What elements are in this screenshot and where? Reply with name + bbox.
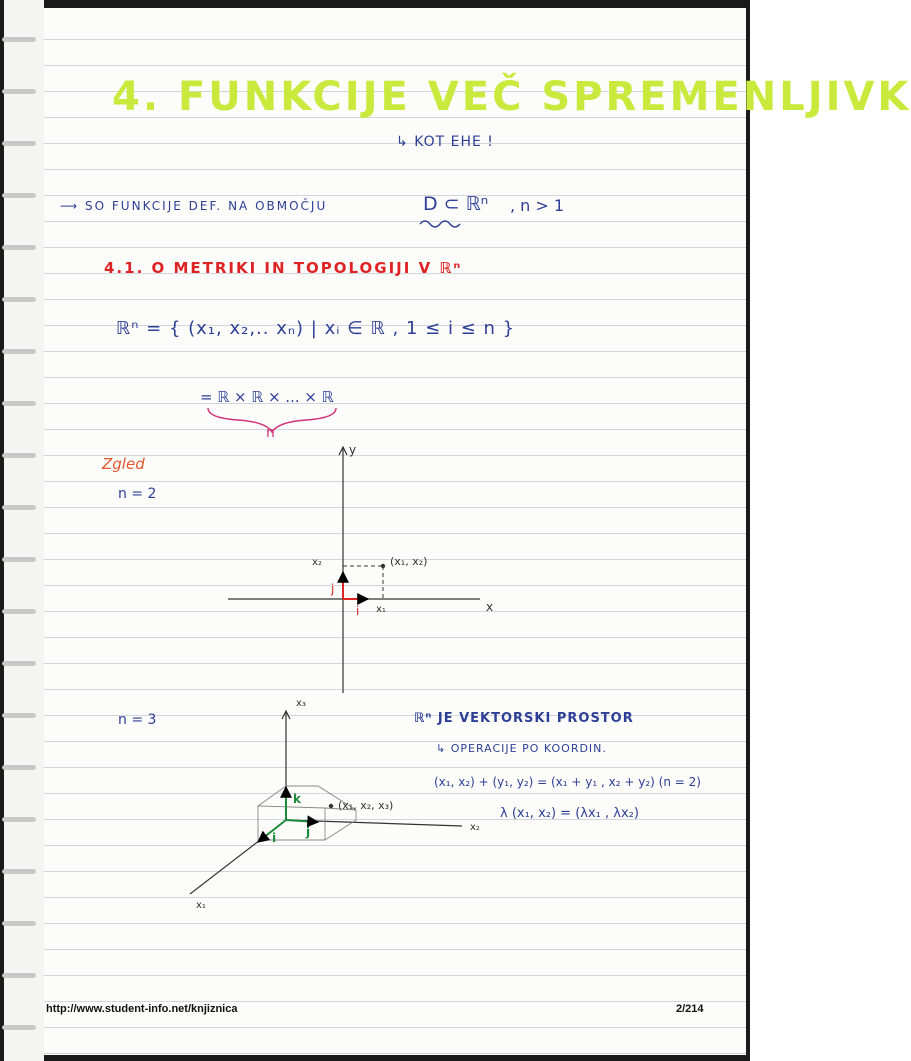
plane-point-label: (x₁, x₂) bbox=[390, 555, 428, 568]
example-label: Zgled bbox=[102, 455, 145, 473]
space-vec-i-label: i bbox=[272, 831, 277, 845]
space-x2-label: x₂ bbox=[470, 822, 480, 833]
plane-point bbox=[381, 564, 385, 568]
footer-url[interactable]: http://www.student-info.net/knjiznica bbox=[46, 1003, 238, 1015]
intro-line: ⟶ SO FUNKCIJE DEF. NA OBMOČJU bbox=[60, 199, 328, 213]
example-n3: n = 3 bbox=[118, 712, 157, 728]
section-heading: 4.1. O METRIKI IN TOPOLOGIJI V ℝⁿ bbox=[104, 259, 463, 277]
scalar-rule: λ (x₁, x₂) = (λx₁ , λx₂) bbox=[500, 806, 639, 821]
space-x3-label: x₃ bbox=[296, 698, 306, 709]
example-n2: n = 2 bbox=[118, 486, 157, 502]
space-diagram bbox=[190, 711, 462, 894]
page-title: 4. FUNKCIJE VEČ SPREMENLJIVK bbox=[112, 74, 911, 120]
space-vec-j-label: j bbox=[306, 825, 311, 839]
intro-text: SO FUNKCIJE DEF. NA OBMOČJU bbox=[85, 199, 328, 213]
title-note-text: KOT EHE ! bbox=[414, 134, 494, 150]
intro-condition: , n > 1 bbox=[510, 196, 565, 215]
plane-x-label: x bbox=[486, 600, 494, 614]
domain-squiggle bbox=[420, 221, 460, 227]
space-x1-label: x₁ bbox=[196, 900, 206, 911]
plane-x1-tick: x₁ bbox=[376, 604, 386, 615]
spiral-rings bbox=[2, 37, 36, 1030]
intro-domain: D ⊂ ℝⁿ bbox=[423, 193, 489, 215]
footer-page-number: 2/214 bbox=[676, 1003, 704, 1015]
rn-definition: ℝⁿ = { (x₁, x₂,.. xₙ) | xᵢ ∈ ℝ , 1 ≤ i ≤ n } bbox=[116, 318, 516, 339]
operations-note: ↳ OPERACIJE PO KOORDIN. bbox=[436, 742, 607, 755]
space-point bbox=[329, 804, 333, 808]
space-vec-k-label: k bbox=[293, 792, 301, 806]
plane-vec-i-label: i bbox=[356, 604, 360, 618]
title-note: ↳ KOT EHE ! bbox=[396, 134, 494, 150]
plane-y-label: y bbox=[349, 443, 357, 457]
space-point-label: (x₁, x₂, x₃) bbox=[338, 799, 394, 812]
sum-rule: (x₁, x₂) + (y₁, y₂) = (x₁ + y₁ , x₂ + y₂) (n = 2) bbox=[434, 775, 701, 789]
rn-product: = ℝ × ℝ × ... × ℝ bbox=[200, 388, 334, 406]
plane-diagram bbox=[228, 447, 480, 693]
plane-vec-j-label: j bbox=[331, 582, 335, 596]
plane-x2-tick: x₂ bbox=[312, 557, 322, 568]
rn-product-count: n bbox=[266, 425, 275, 441]
product-underbrace bbox=[208, 408, 336, 432]
operations-text: OPERACIJE PO KOORDIN. bbox=[450, 742, 607, 755]
space-vector-j bbox=[286, 820, 318, 822]
vector-space-note: ℝⁿ JE VEKTORSKI PROSTOR bbox=[414, 711, 634, 726]
